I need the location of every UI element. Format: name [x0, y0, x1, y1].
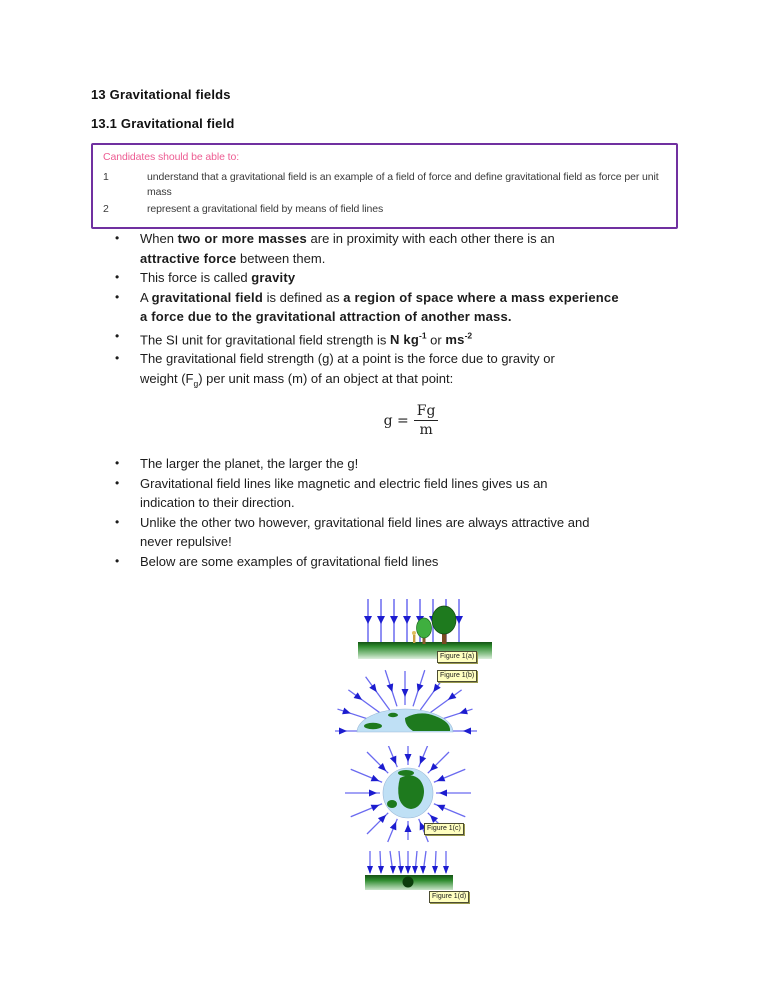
bullet-marker: •: [115, 456, 120, 470]
text-run: When: [140, 231, 178, 246]
figure-label-d: Figure 1(d): [429, 891, 469, 903]
text-run: indication to their direction.: [140, 495, 295, 510]
text-run: or: [426, 331, 446, 347]
objective-text: understand that a gravitational field is an example of a field of force and define gravitational field as force per unit mass: [147, 171, 659, 198]
bullet-marker: •: [115, 475, 120, 490]
equation-g-equals-fg-over-m: [91, 403, 731, 438]
si-unit: [390, 332, 427, 347]
list-item: [115, 229, 735, 268]
large-tree: [432, 606, 456, 644]
bullet-marker: •: [115, 328, 120, 343]
section-heading: 13 Gravitational fields: [91, 87, 231, 102]
fraction-numerator: Fg: [414, 403, 439, 421]
list-item: [115, 552, 735, 572]
objectives-title: Candidates should be able to:: [103, 151, 240, 163]
person-figure: [412, 631, 416, 643]
text-run: Gravitational field lines like magnetic and electric field lines gives us an: [140, 475, 548, 491]
fraction-denominator: m: [419, 422, 433, 439]
text-run: is defined as: [263, 289, 344, 305]
superscript: -2: [464, 330, 473, 341]
text-run: This force is called: [140, 270, 252, 285]
text-run: The gravitational field strength (g) at a point is the force due to gravity or: [140, 351, 555, 367]
list-item: [115, 474, 735, 513]
list-item-text: [140, 552, 438, 572]
bullet-marker: •: [115, 289, 120, 304]
bullet-marker: •: [115, 514, 120, 529]
text-run: Below are some examples of gravitational field lines: [140, 553, 439, 569]
text-run-bold: a region of space where a mass experience: [343, 289, 619, 305]
text-run: A: [140, 289, 152, 305]
text-run: weight (F: [140, 370, 194, 386]
converging-field-lines: [367, 851, 449, 874]
list-item-text: [140, 229, 555, 268]
text-run-bold: attractive force: [140, 250, 237, 266]
list-item-text: [140, 268, 295, 288]
bullet-list-field-lines: [115, 454, 735, 571]
syllabus-objectives-box: [91, 143, 678, 229]
text-run-bold: ms: [445, 331, 465, 347]
equation-wrap: [384, 403, 439, 438]
objective-text: represent a gravitational field by means of field lines: [147, 203, 384, 215]
list-item: [115, 349, 735, 394]
list-item-text: [140, 327, 472, 350]
objective-item: [103, 202, 666, 217]
figure-label-a: Figure 1(a): [437, 651, 477, 663]
bullet-list-definitions: [115, 229, 735, 394]
bullet-marker: •: [115, 553, 120, 568]
text-run: Unlike the other two however, gravitational field lines are always attractive and: [140, 514, 590, 530]
figure-label-b: Figure 1(b): [437, 670, 477, 682]
text-run-bold: a force due to the gravitational attraction of another mass.: [140, 309, 512, 324]
earth-globe: [383, 768, 433, 818]
text-run: ) per unit mass (m) of an object at that point:: [198, 370, 454, 386]
bullet-marker: •: [115, 270, 120, 284]
si-unit: [445, 332, 472, 347]
text-run: between them.: [236, 250, 326, 266]
superscript: -1: [419, 330, 427, 341]
figure-label-c: Figure 1(c): [424, 823, 464, 835]
text-run: never repulsive!: [140, 534, 232, 549]
text-run: The larger the planet, the larger the g!: [140, 456, 359, 471]
subsection-heading: 13.1 Gravitational field: [91, 116, 235, 131]
list-item: [115, 327, 735, 350]
text-run-bold: gravity: [251, 270, 296, 285]
text-run-bold: two or more masses: [177, 231, 307, 246]
small-tree: [417, 618, 432, 644]
fraction: [414, 403, 439, 438]
list-item: [115, 268, 735, 288]
list-item-text: [140, 454, 358, 474]
subscript: g: [193, 378, 199, 389]
list-item-text: [140, 474, 548, 513]
objective-number: 2: [103, 203, 109, 215]
earth-hemisphere: [357, 709, 453, 732]
text-run-bold: gravitational field: [151, 289, 264, 305]
bullet-marker: •: [115, 231, 120, 245]
objective-item: [103, 170, 666, 199]
list-item: [115, 513, 735, 552]
text-run: The SI unit for gravitational field strength is: [140, 331, 391, 347]
list-item: [115, 288, 735, 327]
list-item: [115, 454, 735, 474]
text-run-bold: N kg: [390, 331, 419, 347]
list-item-text: [140, 349, 555, 394]
equation-lhs: g =: [383, 412, 409, 429]
text-run: are in proximity with each other there is an: [306, 231, 555, 246]
list-item-text: [140, 513, 589, 552]
objective-number: 1: [103, 171, 109, 183]
list-item-text: [140, 288, 619, 327]
bullet-marker: •: [115, 351, 120, 366]
point-mass-dot: [403, 877, 414, 888]
